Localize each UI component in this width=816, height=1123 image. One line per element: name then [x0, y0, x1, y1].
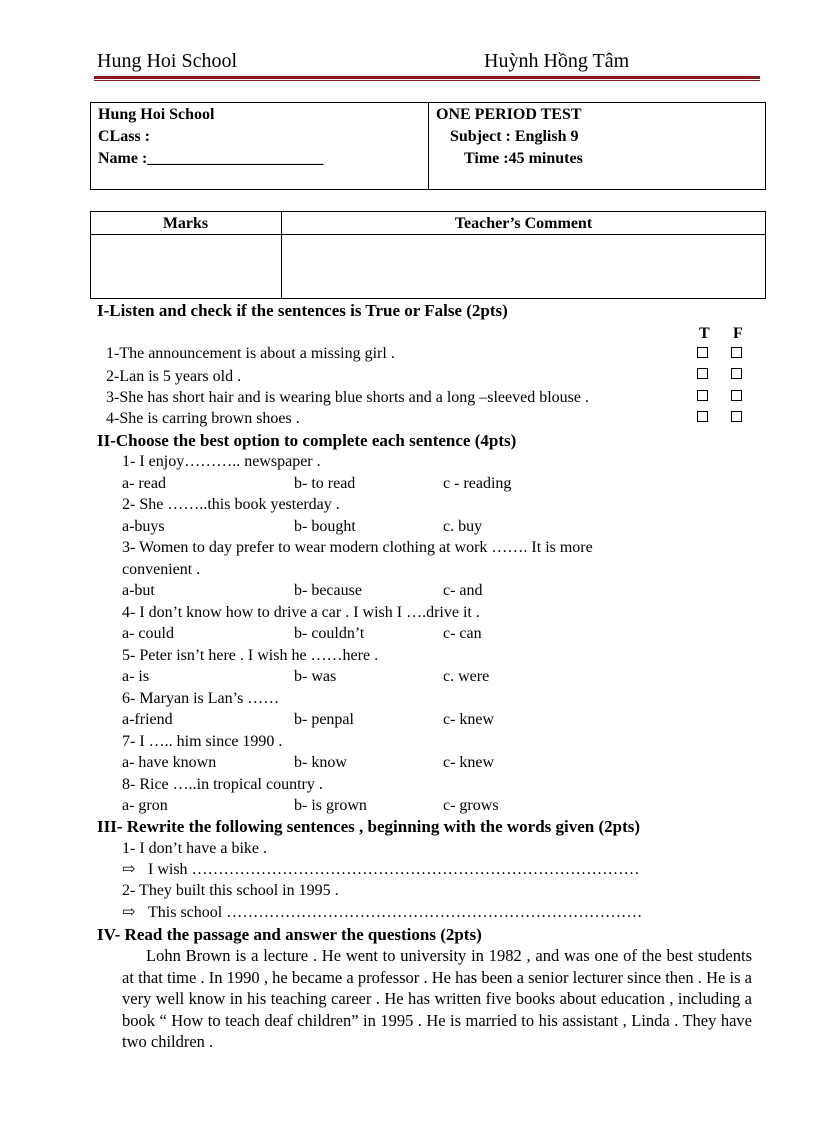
mc-q4-option-c: c- can	[443, 625, 482, 642]
section2-title: II-Choose the best option to complete each sentence (4pts)	[97, 431, 517, 450]
test-subject: Subject : English 9	[450, 128, 579, 145]
info-class-label: CLass :	[98, 128, 151, 145]
mc-q8-option-c: c- grows	[443, 797, 499, 814]
tf-item-1-false-checkbox[interactable]	[731, 347, 742, 358]
mc-q7-option-c: c- knew	[443, 754, 495, 771]
reading-passage: Lohn Brown is a lecture . He went to university in 1982 , and was one of the best students at that time . In 1990 , he became a professor . He has been a senior lecturer since then . He is a very well know in his teaching career . He has written five books about education , including a book “ How to teach deaf children” in 1995 . He is married to his assistant , Linda . They have two children .	[122, 946, 752, 1051]
false-column-label: F	[733, 325, 743, 342]
marks-header: Marks	[162, 215, 209, 232]
tf-item-4: 4-She is carring brown shoes .	[106, 410, 300, 427]
tf-item-2-true-checkbox[interactable]	[697, 368, 708, 379]
tf-item-2-false-checkbox[interactable]	[731, 368, 742, 379]
rewrite-item-1: 1- I don’t have a bike .	[122, 840, 267, 857]
mc-q7-option-b: b- know	[294, 754, 347, 771]
teacher-comment-header: Teacher’s Comment	[454, 215, 593, 232]
mc-q3-option-a: a-but	[122, 582, 155, 599]
mc-q3-option-b: b- because	[294, 582, 362, 599]
header-rule	[94, 76, 760, 79]
mc-q2-option-b: b- bought	[294, 518, 356, 535]
header-school: Hung Hoi School	[97, 50, 237, 72]
mc-q5-option-b: b- was	[294, 668, 337, 685]
mc-q2-option-a: a-buys	[122, 518, 165, 535]
mc-q5-option-c: c. were	[443, 668, 490, 685]
mc-question-1: 1- I enjoy……….. newspaper .	[122, 453, 321, 470]
mc-q8-option-b: b- is grown	[294, 797, 367, 814]
mc-q4-option-a: a- could	[122, 625, 174, 642]
mc-q6-option-c: c- knew	[443, 711, 495, 728]
mc-q6-option-a: a-friend	[122, 711, 173, 728]
arrow-icon: ⇨	[122, 904, 136, 921]
info-school: Hung Hoi School	[98, 106, 215, 123]
tf-item-4-true-checkbox[interactable]	[697, 411, 708, 422]
mc-q5-option-a: a- is	[122, 668, 150, 685]
section4-title: IV- Read the passage and answer the questions (2pts)	[97, 925, 482, 944]
mc-q1-option-b: b- to read	[294, 475, 356, 492]
mc-q3-option-c: c- and	[443, 582, 483, 599]
mc-question-5: 5- Peter isn’t here . I wish he ……here .	[122, 647, 379, 664]
mc-q1-option-c: c - reading	[443, 475, 512, 492]
info-box-divider	[428, 103, 429, 189]
true-column-label: T	[699, 325, 710, 342]
test-time: Time :45 minutes	[464, 150, 583, 167]
marks-input-area[interactable]	[91, 234, 280, 298]
tf-item-3-true-checkbox[interactable]	[697, 390, 708, 401]
rewrite-answer-2[interactable]: This school ……………………………………………………………………	[148, 904, 643, 921]
tf-item-3: 3-She has short hair and is wearing blue shorts and a long –sleeved blouse .	[106, 389, 590, 406]
rewrite-answer-1[interactable]: I wish …………………………………………………………………………	[148, 861, 640, 878]
tf-item-2: 2-Lan is 5 years old .	[106, 368, 242, 385]
header-author: Huỳnh Hồng Tâm	[484, 50, 630, 72]
mc-q4-option-b: b- couldn’t	[294, 625, 365, 642]
mc-question-8: 8- Rice …..in tropical country .	[122, 776, 323, 793]
tf-item-1: 1-The announcement is about a missing girl .	[106, 345, 395, 362]
test-title: ONE PERIOD TEST	[436, 106, 582, 123]
arrow-icon: ⇨	[122, 861, 136, 878]
info-name-label: Name :______________________	[98, 150, 324, 167]
header-rule-thin	[94, 80, 760, 81]
tf-item-1-true-checkbox[interactable]	[697, 347, 708, 358]
mc-question-3-cont: convenient .	[122, 561, 201, 578]
tf-item-4-false-checkbox[interactable]	[731, 411, 742, 422]
section1-title: I-Listen and check if the sentences is True or False (2pts)	[97, 301, 508, 320]
mc-question-4: 4- I don’t know how to drive a car . I wish I ….drive it .	[122, 604, 480, 621]
mc-question-2: 2- She ……..this book yesterday .	[122, 496, 340, 513]
rewrite-item-2: 2- They built this school in 1995 .	[122, 882, 339, 899]
mc-question-3: 3- Women to day prefer to wear modern clothing at work ……. It is more	[122, 539, 593, 556]
teacher-comment-input-area[interactable]	[282, 234, 765, 298]
tf-item-3-false-checkbox[interactable]	[731, 390, 742, 401]
section3-title: III- Rewrite the following sentences , beginning with the words given (2pts)	[97, 817, 641, 836]
mc-q1-option-a: a- read	[122, 475, 166, 492]
mc-question-7: 7- I ….. him since 1990 .	[122, 733, 283, 750]
mc-q7-option-a: a- have known	[122, 754, 217, 771]
mc-question-6: 6- Maryan is Lan’s ……	[122, 690, 280, 707]
mc-q6-option-b: b- penpal	[294, 711, 354, 728]
mc-q8-option-a: a- gron	[122, 797, 168, 814]
mc-q2-option-c: c. buy	[443, 518, 483, 535]
